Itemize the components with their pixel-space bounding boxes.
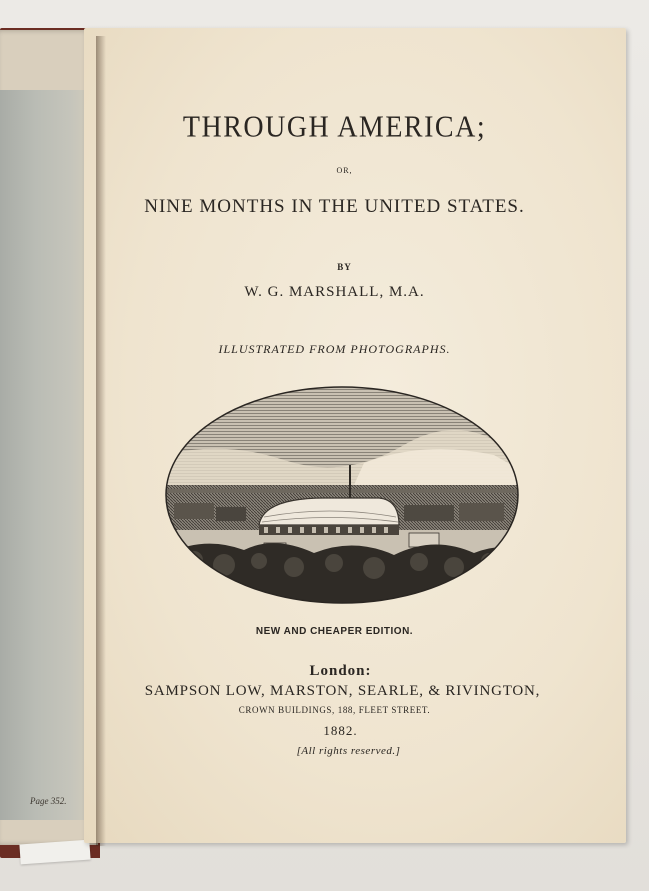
edition-note: NEW AND CHEAPER EDITION.	[255, 626, 414, 637]
illustration-note: ILLUSTRATED FROM PHOTOGRAPHS.	[218, 342, 451, 356]
publisher-name: SAMPSON LOW, MARSTON, SEARLE, & RIVINGTON,	[144, 683, 541, 699]
author-name: W. G. MARSHALL, M.A.	[244, 284, 425, 300]
title-connector: OR,	[336, 166, 353, 175]
rights-notice: [All rights reserved.]	[296, 745, 401, 757]
oval-engraving-tabernacle-icon	[164, 385, 520, 605]
publisher-address: CROWN BUILDINGS, 188, FLEET STREET.	[238, 705, 431, 715]
publication-city: London:	[309, 663, 372, 679]
publication-year: 1882.	[323, 723, 358, 738]
book-subtitle: NINE MONTHS IN THE UNITED STATES.	[144, 196, 525, 217]
left-page-caption: Page 352.	[30, 796, 67, 806]
book-title: THROUGH AMERICA;	[182, 110, 487, 145]
by-line: BY	[337, 262, 352, 272]
